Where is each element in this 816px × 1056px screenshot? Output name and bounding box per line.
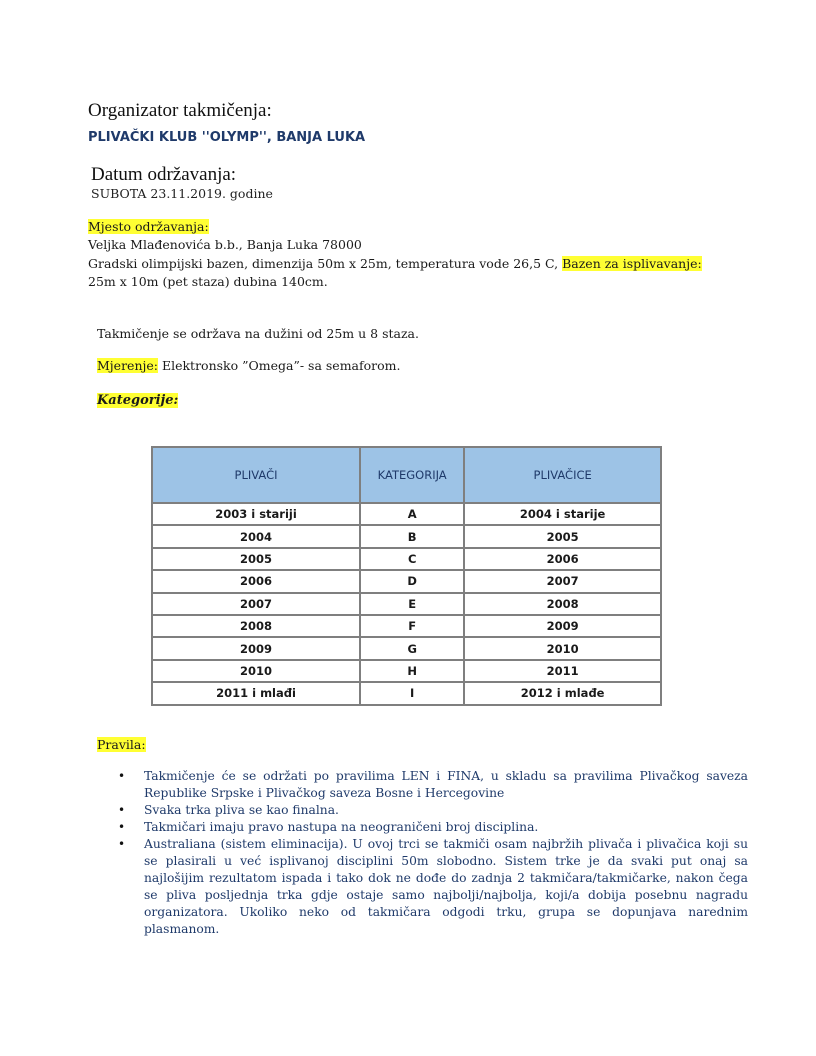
table-row bbox=[152, 615, 661, 637]
header-swimmers-male: PLIVAČI bbox=[152, 447, 360, 503]
female-years: 2004 i starije bbox=[464, 503, 661, 525]
header-category: KATEGORIJA bbox=[360, 447, 464, 503]
female-years: 2010 bbox=[464, 637, 661, 659]
list-item bbox=[118, 836, 748, 938]
male-years: 2008 bbox=[152, 615, 360, 637]
rule-text: Takmičari imaju pravo nastupa na neograničeni broj disciplina. bbox=[144, 820, 539, 834]
female-years: 2009 bbox=[464, 615, 661, 637]
bullet-icon: • bbox=[118, 837, 126, 851]
location-label-wrap bbox=[88, 219, 209, 234]
rules-list bbox=[116, 768, 748, 938]
table-row bbox=[152, 682, 661, 704]
category-code: B bbox=[360, 525, 464, 547]
warmup-pool-text: 25m x 10m (pet staza) dubina 140cm. bbox=[88, 274, 328, 289]
location-address: Veljka Mlađenovića b.b., Banja Luka 78000 bbox=[88, 237, 362, 252]
female-years: 2011 bbox=[464, 660, 661, 682]
male-years: 2009 bbox=[152, 637, 360, 659]
categories-heading: Kategorije: bbox=[97, 393, 179, 408]
category-code: H bbox=[360, 660, 464, 682]
male-years: 2003 i stariji bbox=[152, 503, 360, 525]
organizer-heading: Organizator takmičenja: bbox=[88, 100, 272, 121]
rule-text: Svaka trka pliva se kao finalna. bbox=[144, 803, 339, 817]
category-code: C bbox=[360, 548, 464, 570]
pool-text: Gradski olimpijski bazen, dimenzija 50m x 25m, temperatura vode 26,5 C, bbox=[88, 256, 563, 271]
table-header-row bbox=[152, 447, 661, 503]
competition-info: Takmičenje se održava na dužini od 25m u 8 staza. bbox=[97, 326, 419, 341]
location-label: Mjesto održavanja: bbox=[88, 219, 209, 234]
measurement-label: Mjerenje: bbox=[97, 358, 158, 373]
list-item bbox=[118, 768, 748, 802]
table-row bbox=[152, 548, 661, 570]
bullet-icon: • bbox=[118, 820, 126, 834]
category-code: E bbox=[360, 593, 464, 615]
female-years: 2007 bbox=[464, 570, 661, 592]
table-row bbox=[152, 570, 661, 592]
female-years: 2005 bbox=[464, 525, 661, 547]
rules-heading-wrap bbox=[97, 737, 146, 752]
male-years: 2011 i mlađi bbox=[152, 682, 360, 704]
table-row bbox=[152, 637, 661, 659]
category-code: D bbox=[360, 570, 464, 592]
rule-text: Takmičenje će se održati po pravilima LEN i FINA, u skladu sa pravilima Plivačkog saveza Republike Srpske i Plivačkog saveza Bosne i Hercegovine bbox=[144, 769, 748, 800]
measurement-line bbox=[97, 358, 400, 373]
category-code: I bbox=[360, 682, 464, 704]
female-years: 2008 bbox=[464, 593, 661, 615]
male-years: 2007 bbox=[152, 593, 360, 615]
category-table bbox=[151, 446, 662, 706]
header-swimmers-female: PLIVAČICE bbox=[464, 447, 661, 503]
female-years: 2006 bbox=[464, 548, 661, 570]
organizer-club-name: PLIVAČKI KLUB ''OLYMP'', BANJA LUKA bbox=[88, 130, 366, 145]
table-row bbox=[152, 503, 661, 525]
male-years: 2005 bbox=[152, 548, 360, 570]
pool-description bbox=[88, 255, 728, 291]
table-row bbox=[152, 593, 661, 615]
list-item bbox=[118, 802, 748, 819]
event-date: SUBOTA 23.11.2019. godine bbox=[91, 186, 273, 201]
male-years: 2006 bbox=[152, 570, 360, 592]
bullet-icon: • bbox=[118, 803, 126, 817]
date-heading: Datum održavanja: bbox=[91, 164, 237, 185]
female-years: 2012 i mlađe bbox=[464, 682, 661, 704]
category-code: G bbox=[360, 637, 464, 659]
category-code: A bbox=[360, 503, 464, 525]
measurement-text: Elektronsko ”Omega”- sa semaforom. bbox=[157, 358, 401, 373]
list-item bbox=[118, 819, 748, 836]
male-years: 2004 bbox=[152, 525, 360, 547]
category-code: F bbox=[360, 615, 464, 637]
warmup-pool-label: Bazen za isplivavanje: bbox=[562, 256, 702, 271]
rule-text: Australiana (sistem eliminacija). U ovoj trci se takmiči osam najbržih plivača i plivačica koji su se plasirali u već isplivanoj disciplini 50m slobodno. Sistem trke je da svaki put onaj sa najlošijim rezultatom ispada i tako dok ne dođe do zadnja 2 takmičara/takmičarke, nakon čega se pliva posljednja trka gdje ostaje samo najbolji/najbolja, koji/a dobija posebnu nagradu organizatora. Ukoliko neko od takmičara odgodi trku, grupa se dopunjava narednim plasmanom. bbox=[144, 837, 748, 936]
table-row bbox=[152, 660, 661, 682]
rules-heading: Pravila: bbox=[97, 737, 146, 752]
bullet-icon: • bbox=[118, 769, 126, 783]
table-row bbox=[152, 525, 661, 547]
male-years: 2010 bbox=[152, 660, 360, 682]
categories-heading-wrap bbox=[97, 393, 178, 408]
